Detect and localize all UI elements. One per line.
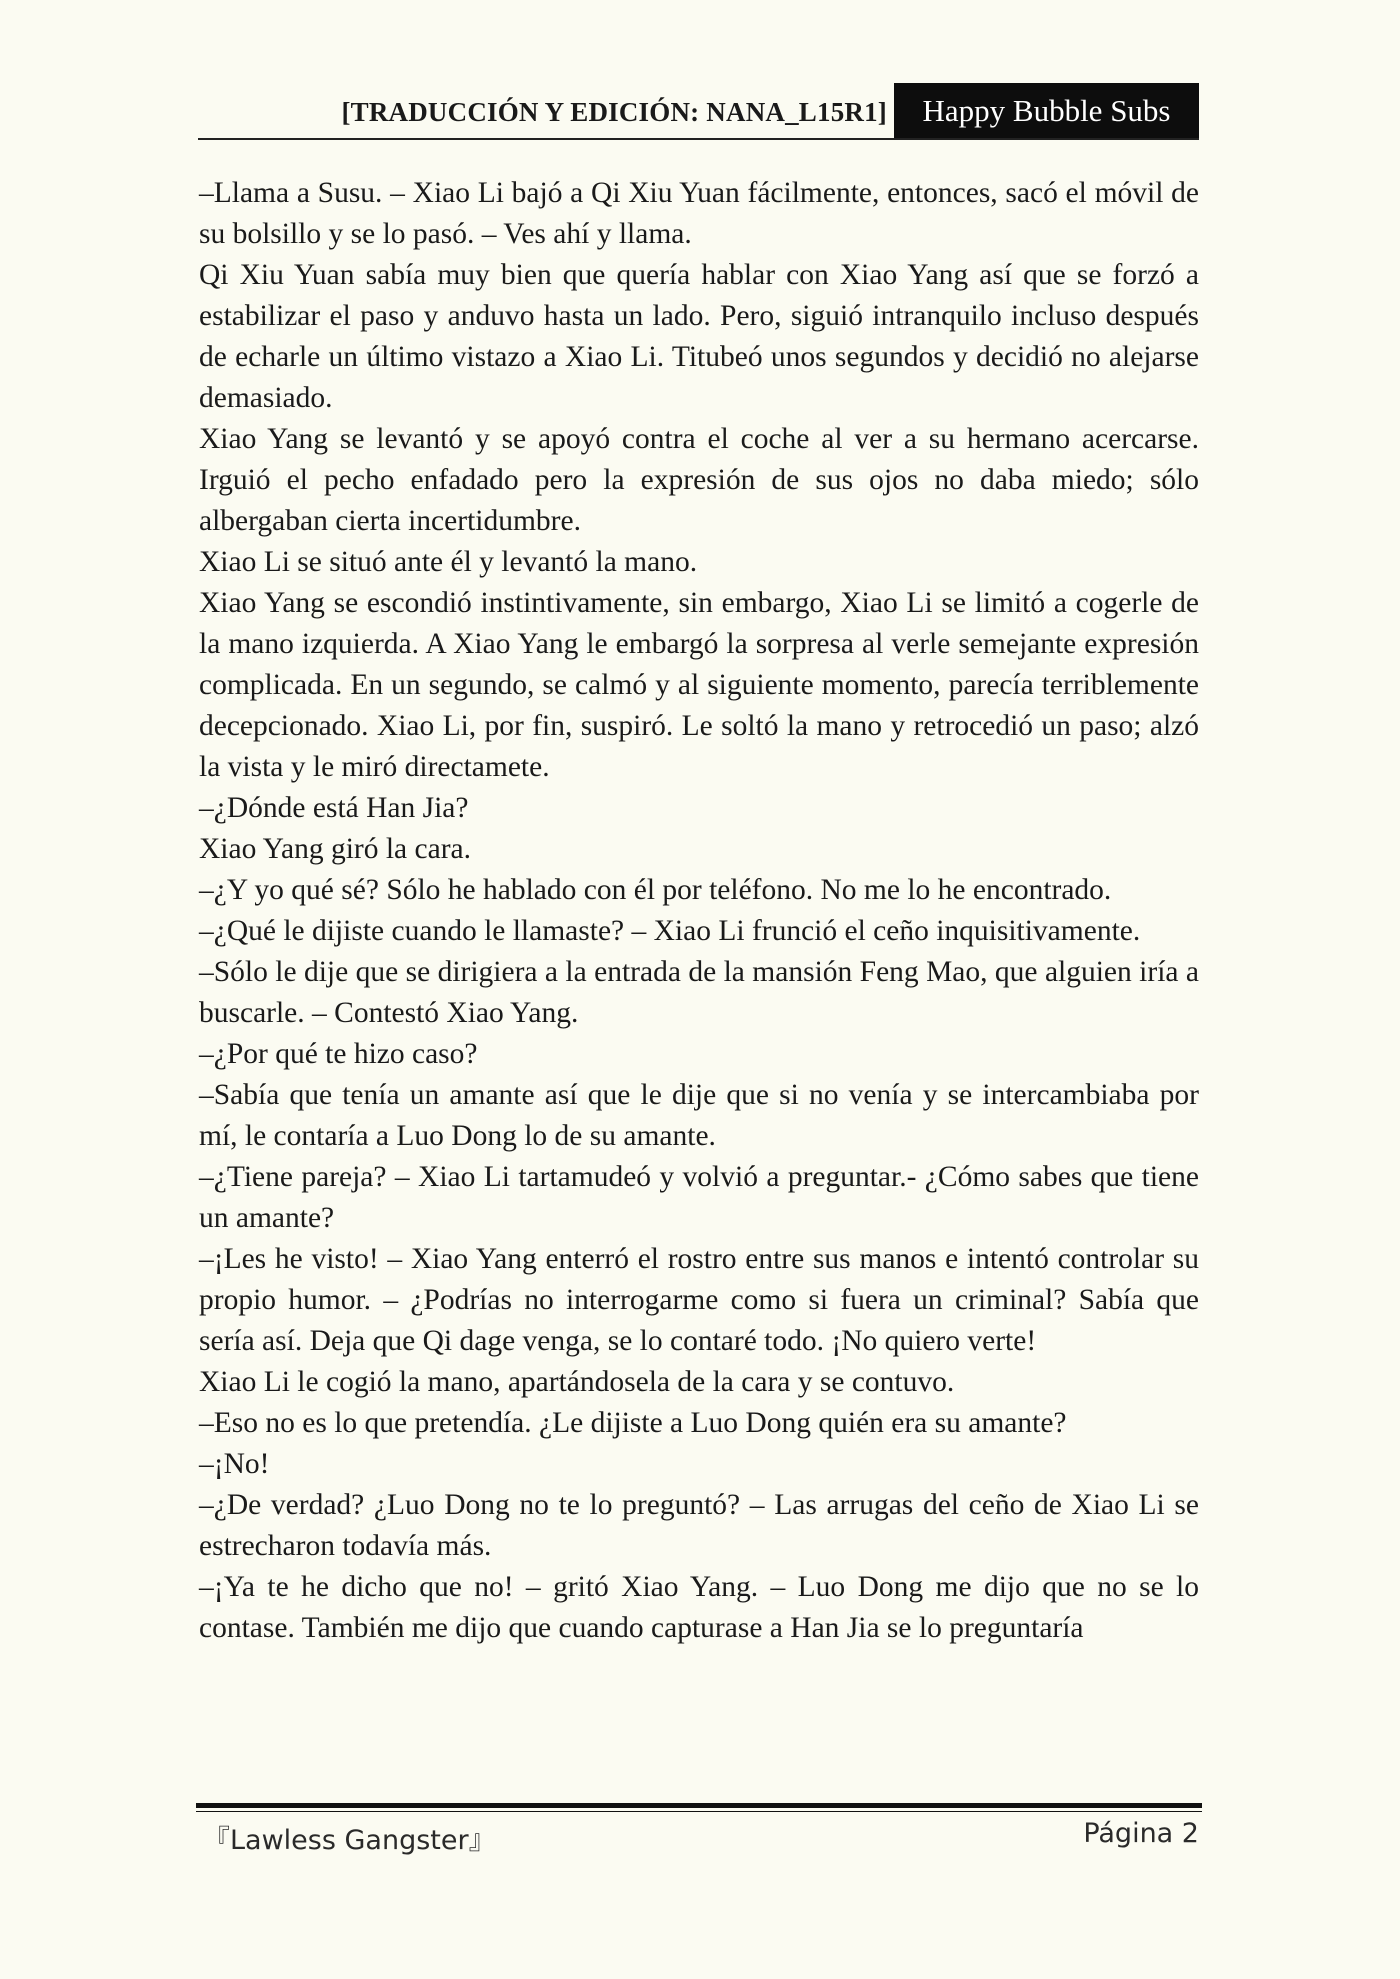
footer-page-number: Página 2 [1083,1818,1199,1849]
paragraph: –Sólo le dije que se dirigiera a la entrada de la mansión Feng Mao, que alguien iría a buscarle. – Contestó Xiao Yang. [199,956,1199,1029]
footer-divider-thin [196,1811,1202,1812]
paragraph: –¡No! [199,1448,270,1480]
paragraph: –Eso no es lo que pretendía. ¿Le dijiste a Luo Dong quién era su amante? [199,1407,1067,1439]
document-body [199,173,1199,1649]
paragraph: –¿Y yo qué sé? Sólo he hablado con él por teléfono. No me lo he encontrado. [199,874,1112,906]
paragraph: –¿De verdad? ¿Luo Dong no te lo preguntó? – Las arrugas del ceño de Xiao Li se estrecharon todavía más. [199,1489,1199,1562]
translation-credit: [TRADUCCIÓN Y EDICIÓN: NANA_L15R1] [341,97,887,127]
paragraph: Xiao Yang se levantó y se apoyó contra el coche al ver a su hermano acercarse. Irguió el pecho enfadado pero la expresión de sus ojos no daba miedo; sólo albergaban cierta incertidumbre. [199,423,1199,537]
page-header [198,83,1199,140]
group-name-badge: Happy Bubble Subs [894,83,1199,138]
paragraph: –Llama a Susu. – Xiao Li bajó a Qi Xiu Yuan fácilmente, entonces, sacó el móvil de su bolsillo y se lo pasó. – Ves ahí y llama. [199,177,1199,250]
paragraph: –¿Qué le dijiste cuando le llamaste? – Xiao Li frunció el ceño inquisitivamente. [199,915,1141,947]
paragraph: –¿Dónde está Han Jia? [199,792,469,824]
paragraph: –¡Les he visto! – Xiao Yang enterró el rostro entre sus manos e intentó controlar su propio humor. – ¿Podrías no interrogarme como si fuera un criminal? Sabía que sería así. Deja que Qi dage venga, se lo contaré todo. ¡No quiero verte! [199,1243,1199,1357]
paragraph: Xiao Yang se escondió instintivamente, sin embargo, Xiao Li se limitó a cogerle de la mano izquierda. A Xiao Yang le embargó la sorpresa al verle semejante expresión complicada. En un segundo, se calmó y al siguiente momento, parecía terriblemente decepcionado. Xiao Li, por fin, suspiró. Le soltó la mano y retrocedió un paso; alzó la vista y le miró directamete. [199,587,1199,783]
footer-book-title: 『Lawless Gangster』 [203,1825,496,1856]
paragraph: –Sabía que tenía un amante así que le dije que si no venía y se intercambiaba por mí, le contaría a Luo Dong lo de su amante. [199,1079,1199,1152]
paragraph: –¿Por qué te hizo caso? [199,1038,478,1070]
footer-divider-thick [196,1803,1202,1808]
paragraph: Qi Xiu Yuan sabía muy bien que quería hablar con Xiao Yang así que se forzó a estabilizar el paso y anduvo hasta un lado. Pero, siguió intranquilo incluso después de echarle un último vistazo a Xiao Li. Titubeó unos segundos y decidió no alejarse demasiado. [199,259,1199,414]
paragraph: Xiao Li se situó ante él y levantó la mano. [199,546,698,578]
paragraph: Xiao Li le cogió la mano, apartándosela de la cara y se contuvo. [199,1366,955,1398]
paragraph: –¡Ya te he dicho que no! – gritó Xiao Yang. – Luo Dong me dijo que no se lo contase. También me dijo que cuando capturase a Han Jia se lo preguntaría [199,1571,1199,1644]
paragraph: –¿Tiene pareja? – Xiao Li tartamudeó y volvió a preguntar.- ¿Cómo sabes que tiene un amante? [199,1161,1199,1234]
paragraph: Xiao Yang giró la cara. [199,833,471,865]
